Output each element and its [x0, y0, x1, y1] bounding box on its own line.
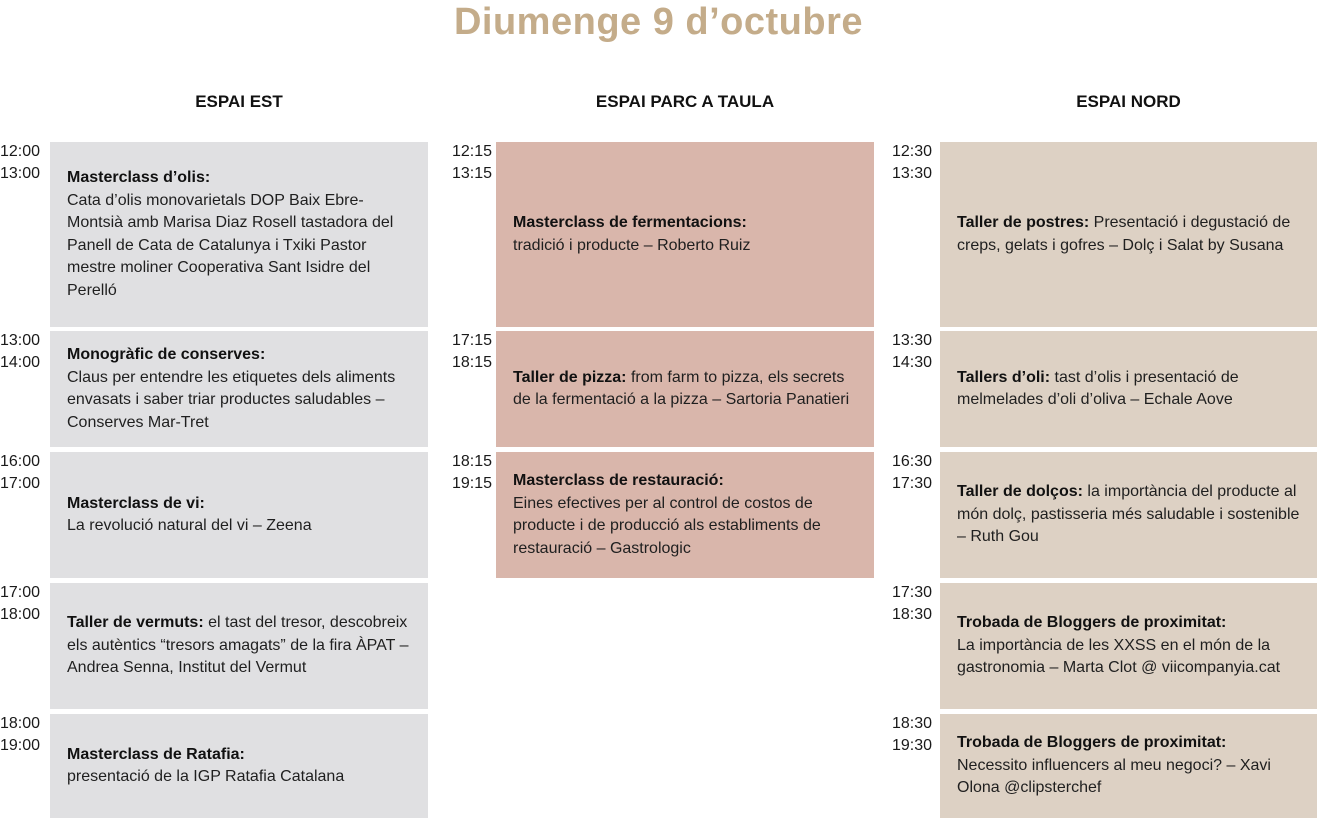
- session-card: [50, 452, 428, 578]
- session-times: [0, 582, 40, 626]
- session-description: tast d’olis i presentació de melmelades d’oli d’oliva – Echale Aove: [957, 368, 1239, 408]
- end-time: 14:00: [0, 354, 41, 371]
- session-times: [0, 451, 40, 495]
- start-time: 17:15: [452, 332, 493, 349]
- session-card: [940, 142, 1317, 327]
- start-time: 17:00: [0, 584, 41, 601]
- session-description: Presentació i degustació de creps, gelats i gofres – Dolç i Salat by Susana: [957, 214, 1291, 254]
- end-time: 19:30: [892, 737, 933, 754]
- session-times: [452, 141, 492, 185]
- session-card: [496, 142, 874, 327]
- end-time: 14:30: [892, 354, 933, 371]
- session-title: Taller de pizza:: [513, 368, 627, 386]
- session-description: from farm to pizza, els secrets de la fermentació a la pizza – Sartoria Panatieri: [513, 368, 850, 408]
- session-card: [940, 714, 1317, 818]
- session-title: Taller de vermuts:: [67, 614, 204, 632]
- session-title: Monogràfic de conserves:: [67, 346, 266, 363]
- session-description: Cata d’olis monovarietals DOP Baix Ebre-Montsià amb Marisa Diaz Rosell tastadora del Panell de Cata de Catalunya i Txiki Pastor mestre moliner Cooperativa Sant Isidre del Perelló: [67, 191, 394, 299]
- end-time: 13:30: [892, 165, 933, 182]
- session-times: [0, 330, 40, 374]
- session-card: [50, 331, 428, 447]
- session-title: Masterclass de restauració:: [513, 472, 724, 489]
- start-time: 18:00: [0, 715, 41, 732]
- session-title: Masterclass de Ratafia:: [67, 745, 245, 763]
- session-times: [892, 330, 932, 374]
- end-time: 13:00: [0, 165, 41, 182]
- session-card: [496, 331, 874, 447]
- column-heading-est: ESPAI EST: [195, 92, 283, 111]
- start-time: 12:15: [452, 143, 493, 160]
- session-times: [892, 582, 932, 626]
- session-description: tradició i producte – Roberto Ruiz: [513, 236, 751, 254]
- session-card: [940, 331, 1317, 447]
- end-time: 17:30: [892, 475, 933, 492]
- start-time: 17:30: [892, 584, 933, 601]
- session-times: [892, 451, 932, 495]
- end-time: 19:15: [452, 475, 493, 492]
- session-title: Trobada de Bloggers de proximitat:: [957, 614, 1227, 632]
- session-description: La revolució natural del vi – Zeena: [67, 517, 312, 534]
- start-time: 13:00: [0, 332, 41, 349]
- session-title: Taller de dolços:: [957, 483, 1083, 501]
- session-description: Necessito influencers al meu negoci? – Xavi Olona @clipsterchef: [957, 756, 1271, 797]
- start-time: 13:30: [892, 332, 933, 349]
- session-title: Masterclass d’olis:: [67, 169, 211, 186]
- session-title: Masterclass de vi:: [67, 494, 205, 512]
- session-times: [0, 141, 40, 185]
- session-times: [892, 141, 932, 185]
- end-time: 13:15: [452, 165, 493, 182]
- start-time: 12:30: [892, 143, 933, 160]
- start-time: 18:15: [452, 453, 493, 470]
- session-description: Claus per entendre les etiquetes dels aliments envasats i saber triar productes saludables – Conserves Mar-Tret: [67, 368, 396, 431]
- session-title: Masterclass de fermentacions:: [513, 214, 747, 231]
- session-description: el tast del tresor, descobreix els autèntics “tresors amagats” de la fira ÀPAT – Andrea Senna, Institut del Vermut: [67, 614, 409, 677]
- session-times: [452, 330, 492, 374]
- session-title: Trobada de Bloggers de proximitat:: [957, 734, 1227, 752]
- session-times: [452, 451, 492, 495]
- session-description: La importància de les XXSS en el món de la gastronomia – Marta Clot @ viicompanyia.cat: [957, 636, 1281, 677]
- column-heading-nord: ESPAI NORD: [1076, 92, 1181, 111]
- end-time: 17:00: [0, 475, 41, 492]
- start-time: 16:00: [0, 453, 41, 470]
- session-card: [940, 583, 1317, 709]
- session-card: [50, 714, 428, 818]
- session-description: Eines efectives per al control de costos de producte i de producció als establiments de restauració – Gastrologic: [513, 494, 821, 557]
- session-card: [50, 583, 428, 709]
- page-title: Diumenge 9 d’octubre: [453, 1, 864, 43]
- end-time: 18:15: [452, 354, 493, 371]
- session-card: [50, 142, 428, 327]
- session-description: presentació de la IGP Ratafia Catalana: [67, 768, 345, 785]
- session-times: [0, 713, 40, 757]
- end-time: 18:00: [0, 606, 41, 623]
- session-card: [496, 452, 874, 578]
- session-card: [940, 452, 1317, 578]
- end-time: 19:00: [0, 737, 41, 754]
- column-heading-parc: ESPAI PARC A TAULA: [595, 92, 775, 111]
- end-time: 18:30: [892, 606, 933, 623]
- session-description: la importància del producte al món dolç, pastisseria més saludable i sostenible – Ruth Gou: [957, 483, 1300, 546]
- start-time: 18:30: [892, 715, 933, 732]
- start-time: 12:00: [0, 143, 41, 160]
- session-times: [892, 713, 932, 757]
- session-title: Tallers d’oli:: [957, 368, 1051, 386]
- start-time: 16:30: [892, 453, 933, 470]
- session-title: Taller de postres:: [957, 214, 1090, 231]
